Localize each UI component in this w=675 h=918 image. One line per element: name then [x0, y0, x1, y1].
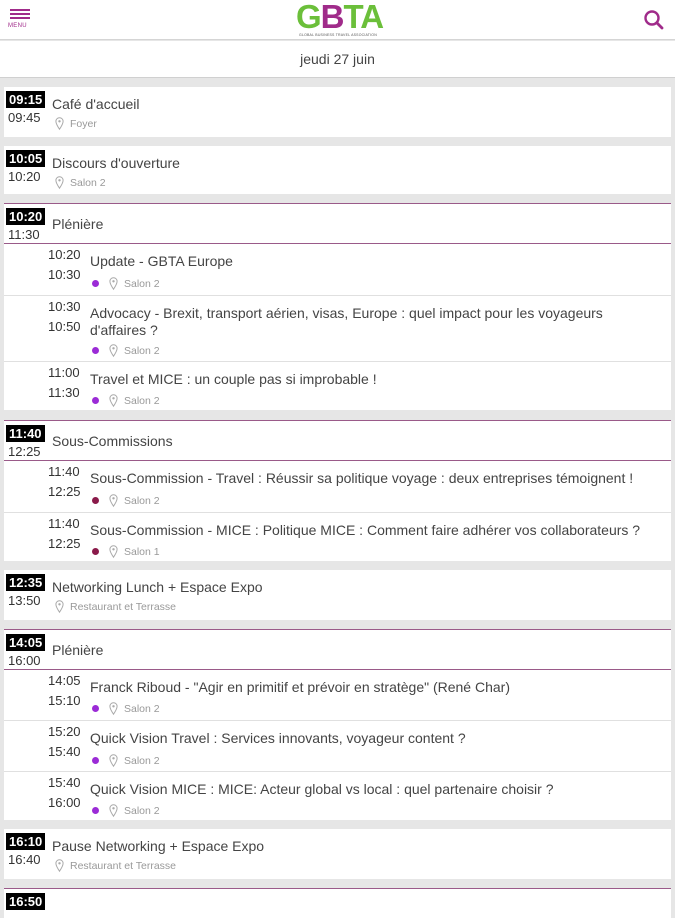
sub-session-location: [92, 804, 160, 817]
session-location: [55, 176, 106, 189]
search-icon: [642, 8, 666, 32]
track-dot: [92, 548, 99, 555]
session-card[interactable]: [4, 146, 671, 194]
session-location: [55, 859, 176, 872]
gbta-logo: [296, 0, 384, 38]
session-group[interactable]: [4, 203, 671, 410]
end-time: 11:30: [8, 227, 40, 242]
start-time: 16:50: [6, 893, 45, 910]
sub-session-title: Update - GBTA Europe: [90, 253, 233, 269]
session-title: Discours d'ouverture: [52, 155, 180, 171]
location-pin-icon: [109, 545, 118, 558]
date-label: jeudi 27 juin: [0, 41, 675, 78]
hamburger-icon: [10, 9, 30, 21]
sub-session-location: [92, 494, 160, 507]
sub-session[interactable]: [4, 295, 671, 361]
location-pin-icon: [109, 702, 118, 715]
sub-start-time: 11:40: [48, 516, 80, 531]
sub-session-location: [92, 754, 160, 767]
session-card[interactable]: [4, 87, 671, 137]
location-label: Salon 2: [124, 344, 160, 357]
sub-session-location: [92, 277, 160, 290]
track-dot: [92, 497, 99, 504]
sub-session[interactable]: [4, 461, 671, 512]
search-button[interactable]: [642, 8, 666, 32]
session-group-header[interactable]: [4, 630, 671, 670]
track-dot: [92, 807, 99, 814]
session-group[interactable]: [4, 420, 671, 561]
start-time: 12:35: [6, 574, 45, 591]
start-time: 10:05: [6, 150, 45, 167]
start-time: 11:40: [6, 425, 45, 442]
sub-session-title: Sous-Commission - MICE : Politique MICE : Comment faire adhérer vos collaborateurs ?: [90, 522, 641, 538]
sub-end-time: 15:10: [48, 693, 81, 708]
location-pin-icon: [109, 494, 118, 507]
location-label: Salon 2: [124, 702, 160, 715]
sub-start-time: 11:00: [48, 365, 80, 380]
sub-end-time: 12:25: [48, 484, 81, 499]
end-time: 16:00: [8, 653, 41, 668]
location-pin-icon: [109, 344, 118, 357]
end-time: 10:20: [8, 169, 41, 184]
location-pin-icon: [55, 859, 64, 872]
location-label: Salon 2: [70, 176, 106, 189]
session-title: Sous-Commissions: [52, 433, 173, 449]
location-label: Salon 2: [124, 494, 160, 507]
sub-session-location: [92, 702, 160, 715]
sub-end-time: 15:40: [48, 744, 81, 759]
track-dot: [92, 397, 99, 404]
sub-end-time: 10:50: [48, 319, 81, 334]
sub-end-time: 10:30: [48, 267, 81, 282]
end-time: 13:50: [8, 593, 41, 608]
location-pin-icon: [55, 117, 64, 130]
sub-session[interactable]: [4, 771, 671, 821]
sub-session-title: Sous-Commission - Travel : Réussir sa politique voyage : deux entreprises témoignent !: [90, 470, 634, 486]
location-label: Restaurant et Terrasse: [70, 859, 177, 872]
session-group[interactable]: [4, 629, 671, 820]
location-label: Foyer: [70, 117, 97, 130]
sub-start-time: 11:40: [48, 464, 80, 479]
track-dot: [92, 757, 99, 764]
sub-session-title: Quick Vision MICE : MICE: Acteur global vs local : quel partenaire choisir ?: [90, 781, 554, 797]
end-time: 09:45: [8, 110, 41, 125]
end-time: 12:25: [8, 444, 41, 459]
sub-start-time: 10:20: [48, 247, 81, 262]
session-group-header[interactable]: [4, 204, 671, 244]
location-pin-icon: [109, 804, 118, 817]
track-dot: [92, 705, 99, 712]
sub-end-time: 12:25: [48, 536, 81, 551]
session-card[interactable]: [4, 829, 671, 879]
session-location: [55, 117, 97, 130]
start-time: 10:20: [6, 208, 45, 225]
sub-session[interactable]: [4, 244, 671, 295]
menu-label: MENU: [8, 23, 27, 29]
location-pin-icon: [109, 394, 118, 407]
location-pin-icon: [109, 277, 118, 290]
track-dot: [92, 280, 99, 287]
sub-session[interactable]: [4, 720, 671, 771]
session-title: Plénière: [52, 642, 104, 658]
track-dot: [92, 347, 99, 354]
location-label: Salon 2: [124, 277, 160, 290]
sub-session[interactable]: [4, 512, 671, 562]
sub-session-title: Advocacy - Brexit, transport aérien, visas, Europe : quel impact pour les voyageurs d'affaires ?: [90, 305, 603, 338]
location-label: Salon 1: [124, 545, 160, 558]
session-card[interactable]: [4, 888, 671, 918]
sub-session-location: [92, 545, 160, 558]
sub-start-time: 15:40: [48, 775, 81, 790]
sub-start-time: 14:05: [48, 673, 81, 688]
location-pin-icon: [55, 600, 64, 613]
session-group-header[interactable]: [4, 421, 671, 461]
location-pin-icon: [109, 754, 118, 767]
session-title: Plénière: [52, 216, 104, 232]
logo-wordmark: GBTA: [296, 0, 384, 35]
sub-session-title: Franck Riboud - "Agir en primitif et prévoir en stratège" (René Char): [90, 679, 510, 695]
session-location: [55, 600, 176, 613]
location-pin-icon: [55, 176, 64, 189]
start-time: 14:05: [6, 634, 45, 651]
location-label: Salon 2: [124, 754, 160, 767]
logo-subtitle: GLOBAL BUSINESS TRAVEL ASSOCIATION: [299, 33, 377, 37]
sub-session-location: [92, 394, 160, 407]
session-title: Networking Lunch + Espace Expo: [52, 579, 263, 595]
session-title: Café d'accueil: [52, 96, 140, 112]
sub-start-time: 10:30: [48, 299, 81, 314]
location-label: Salon 2: [124, 394, 160, 407]
menu-button[interactable]: [8, 8, 34, 34]
sub-session-title: Quick Vision Travel : Services innovants, voyageur content ?: [90, 730, 466, 746]
sub-end-time: 16:00: [48, 795, 81, 810]
app-header: [0, 0, 675, 40]
sub-session[interactable]: [4, 670, 671, 720]
sub-session-location: [92, 344, 160, 357]
agenda-list: [0, 79, 675, 909]
session-card[interactable]: [4, 570, 671, 620]
sub-session[interactable]: [4, 361, 671, 411]
end-time: 16:40: [8, 852, 41, 867]
session-title: Pause Networking + Espace Expo: [52, 838, 265, 854]
start-time: 16:10: [6, 833, 45, 850]
sub-session-title: Travel et MICE : un couple pas si improbable !: [90, 371, 377, 387]
start-time: 09:15: [6, 91, 45, 108]
location-label: Salon 2: [124, 804, 160, 817]
sub-start-time: 15:20: [48, 724, 81, 739]
location-label: Restaurant et Terrasse: [70, 600, 177, 613]
sub-end-time: 11:30: [48, 385, 80, 400]
